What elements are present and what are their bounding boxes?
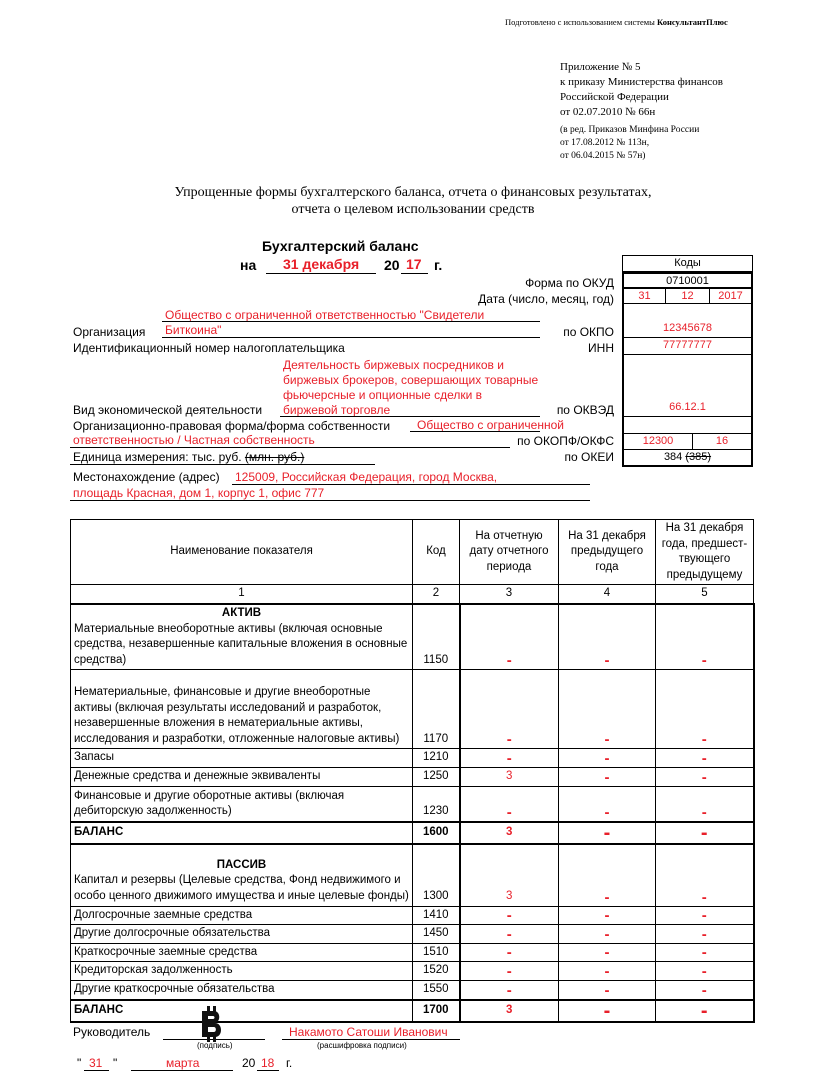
- row-value-5: -: [656, 906, 754, 925]
- org-value-line1: Общество с ограниченной ответственностью "Свидетели: [165, 308, 485, 322]
- header-col4: На 31 декабря предыдущего года: [559, 520, 656, 585]
- row-value-4: -: [559, 822, 656, 844]
- row-value-4: -: [559, 943, 656, 962]
- appendix-edition1: (в ред. Приказов Минфина России: [560, 125, 700, 135]
- codes-okopf-blank: [622, 417, 753, 433]
- row-code: 1600: [413, 822, 460, 844]
- header-col5: На 31 декабря года, предшест-твующего предыдущему: [656, 520, 754, 585]
- row-name: [71, 844, 413, 906]
- passiv-heading: ПАССИВ: [216, 858, 267, 871]
- row-value-5: -: [656, 980, 754, 999]
- aktiv-heading: АКТИВ: [221, 606, 262, 619]
- consultant-note: [505, 17, 728, 27]
- table-row: [71, 844, 754, 906]
- row-code: 1700: [413, 1000, 460, 1022]
- row-value-3: -: [460, 943, 559, 962]
- table-row: [71, 943, 754, 962]
- org-underline-1: [162, 321, 540, 322]
- row-value-4: -: [559, 906, 656, 925]
- activity-value-line1: Деятельность биржевых посредников и: [283, 358, 504, 372]
- unit-struck: (млн. руб.): [244, 450, 305, 464]
- codes-okud: 0710001: [622, 272, 753, 288]
- row-value-4: -: [559, 980, 656, 999]
- unit-underline: [70, 464, 375, 465]
- legal-underline-2: [70, 447, 510, 448]
- row-code: 1300: [413, 844, 460, 906]
- row-name: Другие долгосрочные обязательства: [71, 925, 413, 944]
- address-underline-2: [70, 500, 590, 501]
- codes-okved-blank: [622, 355, 753, 400]
- date-quote-close: ": [113, 1056, 118, 1070]
- row-value-5: -: [656, 1000, 754, 1022]
- row-value-3: 3: [460, 1000, 559, 1022]
- inn-label-text: Идентификационный номер налогоплательщика: [73, 341, 345, 355]
- row-value-5: -: [656, 943, 754, 962]
- row-value-3: 3: [460, 844, 559, 906]
- okud-label: Форма по ОКУД: [525, 276, 614, 290]
- row-value-5: -: [656, 925, 754, 944]
- row-code: 1210: [413, 749, 460, 768]
- row-value-4: -: [559, 925, 656, 944]
- doc-title-line1: Упрощенные формы бухгалтерского баланса, отчета о финансовых результатах,: [174, 185, 652, 200]
- appendix-edition3: от 06.04.2015 № 57н): [560, 151, 646, 161]
- consultant-brand: КонсультантПлюс: [657, 17, 728, 27]
- date-quote-open: ": [77, 1056, 82, 1070]
- table-row-total: [71, 1000, 754, 1022]
- sign-date-month: марта: [166, 1056, 200, 1070]
- okpo-label: по ОКПО: [563, 325, 614, 339]
- table-row: [71, 786, 754, 822]
- signature-caption: (подпись): [197, 1041, 233, 1050]
- okei-label: по ОКЕИ: [564, 450, 614, 464]
- sign-year: 18: [261, 1056, 275, 1070]
- sign-year-prefix: 20: [242, 1056, 256, 1070]
- row-code: 1150: [413, 604, 460, 670]
- appendix-line1: Приложение № 5: [560, 61, 641, 73]
- row-name: Запасы: [71, 749, 413, 768]
- date-on: на: [240, 257, 257, 273]
- name-line: [282, 1039, 460, 1040]
- codes-okei-struck: (385): [685, 451, 712, 463]
- row-name: Нематериальные, финансовые и другие внеоборотные активы (включая результаты исследований и разработок, незавершенные вложения в нематериальные активы, исследования и разработки, отложенные налоговые активы): [71, 670, 413, 749]
- balance-title: Бухгалтерский баланс: [262, 238, 419, 254]
- row-code: 1170: [413, 670, 460, 749]
- colnum-1: 1: [71, 585, 413, 604]
- appendix-edition2: от 17.08.2012 № 113н,: [560, 138, 650, 148]
- row-value-3: -: [460, 749, 559, 768]
- row-name: [71, 604, 413, 670]
- unit-prefix: Единица измерения: тыс. руб.: [73, 450, 242, 464]
- codes-header: Коды: [622, 255, 753, 272]
- row-value-5: -: [656, 962, 754, 981]
- sign-year-suffix: г.: [286, 1056, 293, 1070]
- row-name: Финансовые и другие оборотные активы (включая дебиторскую задолженность): [71, 786, 413, 822]
- codes-okpo-blank: [622, 304, 753, 321]
- codes-okei-cell: [622, 450, 753, 467]
- table-row: [71, 749, 754, 768]
- row-value-3: 3: [460, 822, 559, 844]
- row-code: 1250: [413, 767, 460, 786]
- consultant-note-prefix: Подготовлено с использованием системы: [505, 17, 655, 27]
- row-name-text: Капитал и резервы (Целевые средства, Фонд недвижимого и особо ценного движимого имущества и иные целевые фонды): [74, 874, 409, 902]
- activity-value-line3: фьючерсные и опционные сделки в: [283, 388, 483, 402]
- bitcoin-sign-icon: [199, 1004, 225, 1044]
- date-year-prefix: 20: [384, 257, 400, 273]
- row-value-4: -: [559, 604, 656, 670]
- row-code: 1550: [413, 980, 460, 999]
- row-value-3: -: [460, 925, 559, 944]
- date-year: 17: [406, 256, 422, 272]
- activity-value-line2: биржевых брокеров, совершающих товарные: [283, 373, 539, 387]
- table-row-total: [71, 822, 754, 844]
- codes-okopf: 12300: [622, 433, 693, 450]
- row-value-3: -: [460, 906, 559, 925]
- sign-date-day: 31: [89, 1056, 103, 1070]
- activity-label: Вид экономической деятельности: [73, 403, 263, 417]
- row-value-5: -: [656, 767, 754, 786]
- head-label: Руководитель: [73, 1025, 151, 1039]
- date-year-suffix: г.: [434, 257, 443, 273]
- row-value-5: -: [656, 822, 754, 844]
- row-name-text: Материальные внеоборотные активы (включая основные средства, незавершенные капитальные вложения в основные средства): [74, 622, 408, 666]
- row-value-5: -: [656, 604, 754, 670]
- row-name: Денежные средства и денежные эквиваленты: [71, 767, 413, 786]
- row-value-5: -: [656, 844, 754, 906]
- codes-okpo: 12345678: [622, 321, 753, 338]
- row-value-4: -: [559, 1000, 656, 1022]
- row-value-3: -: [460, 786, 559, 822]
- org-label: Организация: [73, 325, 146, 339]
- header-code: Код: [413, 520, 460, 585]
- row-value-4: -: [559, 767, 656, 786]
- row-name: Краткосрочные заемные средства: [71, 943, 413, 962]
- row-name: Другие краткосрочные обязательства: [71, 980, 413, 999]
- row-value-4: -: [559, 962, 656, 981]
- table-row: [71, 670, 754, 749]
- table-row: [71, 925, 754, 944]
- sign-year-line: [257, 1070, 279, 1071]
- table-row: [71, 962, 754, 981]
- row-value-3: 3: [460, 767, 559, 786]
- okopf-label: по ОКОПФ/ОКФС: [517, 434, 614, 448]
- header-col3: На отчетную дату отчетного периода: [460, 520, 559, 585]
- row-value-3: -: [460, 980, 559, 999]
- head-name: Накамото Сатоши Иванович: [289, 1025, 448, 1039]
- colnum-4: 4: [559, 585, 656, 604]
- row-value-4: -: [559, 786, 656, 822]
- date-label: Дата (число, месяц, год): [478, 292, 614, 306]
- legal-underline-1: [410, 431, 540, 432]
- row-code: 1410: [413, 906, 460, 925]
- legal-value-line1: Общество с ограниченной: [417, 418, 564, 432]
- row-name: БАЛАНС: [71, 822, 413, 844]
- codes-month: 12: [666, 288, 710, 304]
- codes-inn: 77777777: [622, 338, 753, 355]
- address-value-line2: площадь Красная, дом 1, корпус 1, офис 777: [73, 486, 325, 500]
- table-row: [71, 604, 754, 670]
- activity-underline: [280, 416, 540, 417]
- sign-month-line: [131, 1070, 233, 1071]
- row-value-3: -: [460, 604, 559, 670]
- colnum-3: 3: [460, 585, 559, 604]
- activity-value-line4: биржевой торговле: [283, 403, 391, 417]
- row-code: 1520: [413, 962, 460, 981]
- header-name: Наименование показателя: [71, 520, 413, 585]
- row-code: 1230: [413, 786, 460, 822]
- legal-value-line2: ответственностью / Частная собственность: [73, 433, 315, 447]
- codes-year: 2017: [710, 288, 753, 304]
- sign-day-line: [84, 1070, 109, 1071]
- codes-okei: 384: [663, 451, 683, 463]
- row-name: БАЛАНС: [71, 1000, 413, 1022]
- colnum-2: 2: [413, 585, 460, 604]
- year-underline: [401, 273, 428, 274]
- unit-label: [73, 450, 304, 464]
- okved-label: по ОКВЭД: [556, 403, 614, 417]
- row-value-4: -: [559, 844, 656, 906]
- name-caption: (расшифровка подписи): [317, 1041, 407, 1050]
- appendix-line2: к приказу Министерства финансов: [560, 76, 723, 88]
- table-row: [71, 906, 754, 925]
- row-value-5: -: [656, 670, 754, 749]
- date-day-month: 31 декабря: [283, 256, 360, 272]
- doc-title-line2: отчета о целевом использовании средств: [291, 202, 535, 217]
- row-name: Долгосрочные заемные средства: [71, 906, 413, 925]
- appendix-line3: Российской Федерации: [560, 91, 669, 103]
- appendix-line4: от 02.07.2010 № 66н: [560, 106, 656, 118]
- org-value-line2: Биткоина": [165, 323, 222, 337]
- table-row: [71, 767, 754, 786]
- row-code: 1510: [413, 943, 460, 962]
- legal-form-label: Организационно-правовая форма/форма собственности: [73, 419, 391, 433]
- address-underline-1: [232, 484, 590, 485]
- table-row: [71, 980, 754, 999]
- row-value-5: -: [656, 786, 754, 822]
- codes-okved: 66.12.1: [622, 400, 753, 417]
- row-value-4: -: [559, 670, 656, 749]
- codes-day: 31: [622, 288, 666, 304]
- org-underline-2: [162, 337, 540, 338]
- date-underline: [266, 273, 376, 274]
- row-name: Кредиторская задолженность: [71, 962, 413, 981]
- codes-okfs: 16: [693, 433, 753, 450]
- row-value-5: -: [656, 749, 754, 768]
- row-code: 1450: [413, 925, 460, 944]
- row-value-3: -: [460, 670, 559, 749]
- address-value-line1: 125009, Российская Федерация, город Москва,: [235, 470, 498, 484]
- address-label: Местонахождение (адрес): [73, 470, 220, 484]
- inn-label: ИНН: [588, 341, 614, 355]
- colnum-5: 5: [656, 585, 754, 604]
- row-value-4: -: [559, 749, 656, 768]
- balance-table: [70, 519, 755, 1023]
- row-value-3: -: [460, 962, 559, 981]
